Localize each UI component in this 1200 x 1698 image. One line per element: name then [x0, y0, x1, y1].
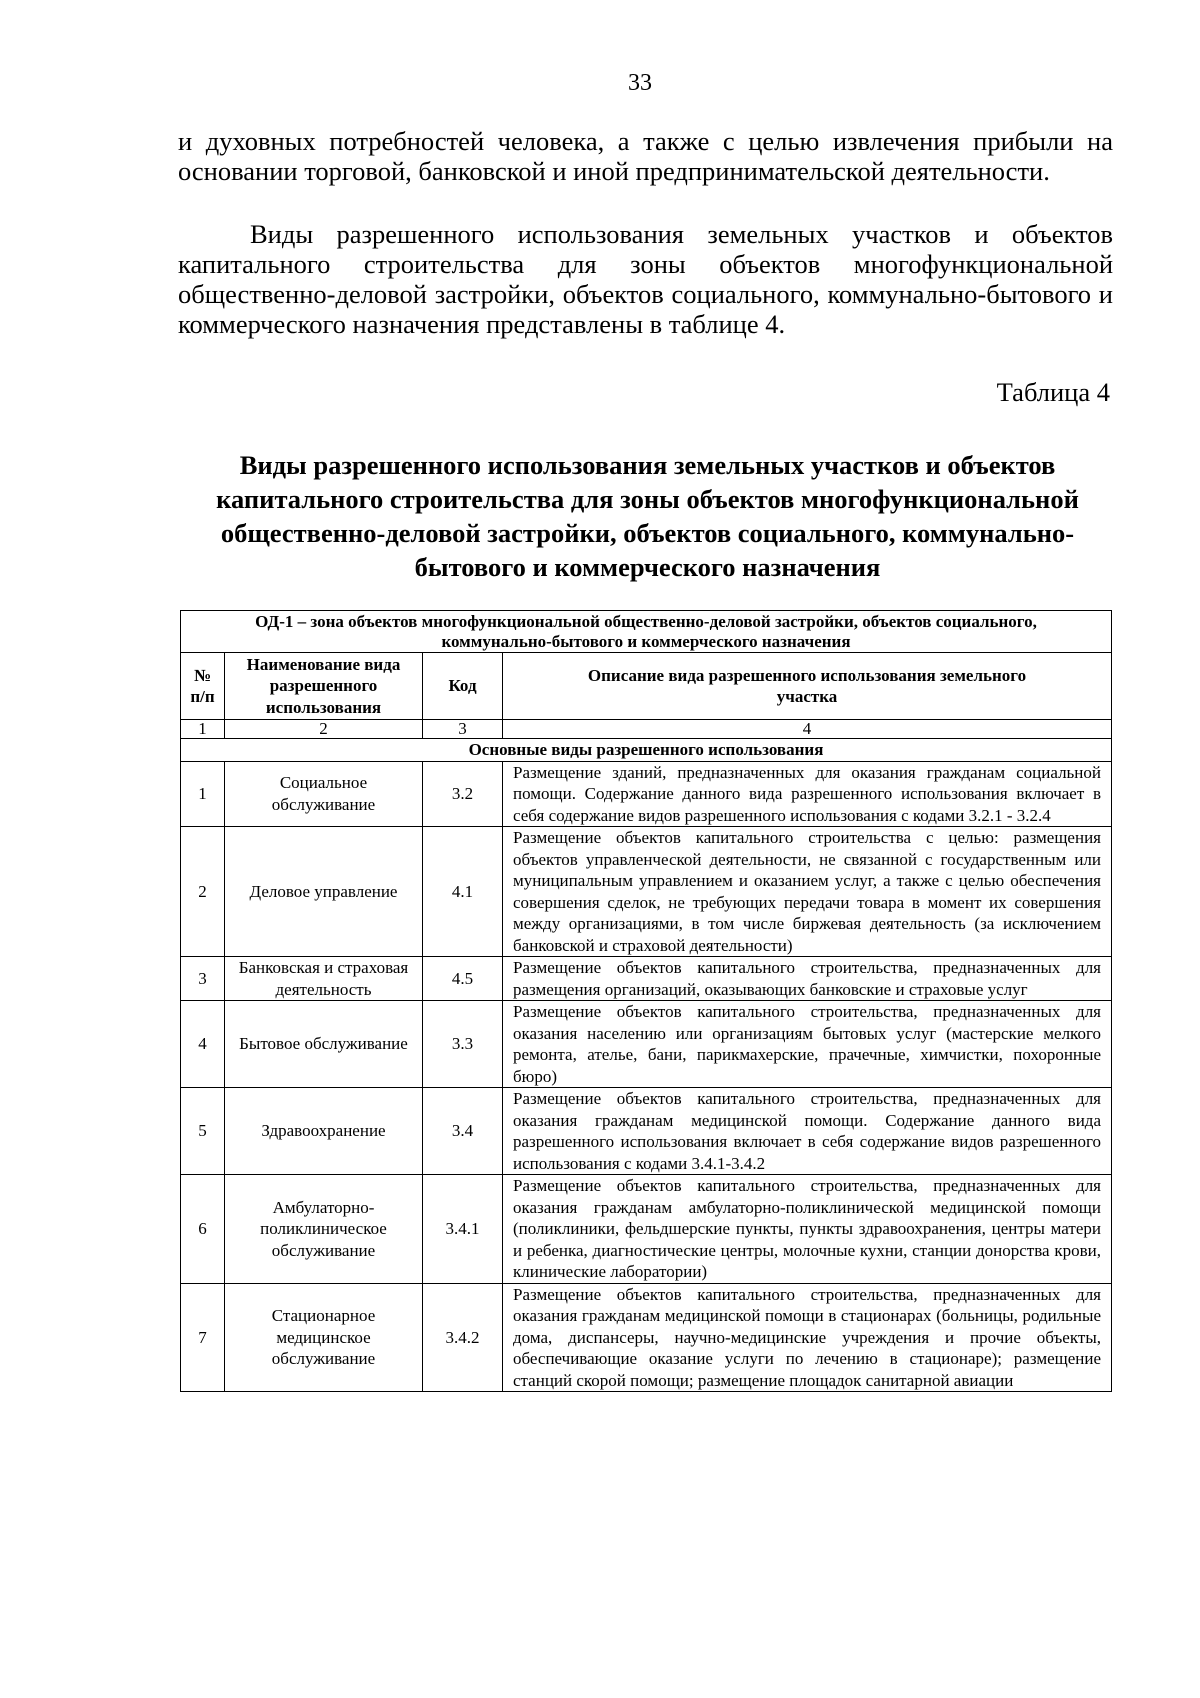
paragraph-continuation: и духовных потребностей человека, а также с целью извлечения прибыли на основании торговой, банковской и иной предпринимательской деятельности.: [178, 126, 1113, 186]
column-header-description: Описание вида разрешенного использования земельного участка: [503, 653, 1112, 720]
table-row: [181, 1001, 1112, 1088]
page-number: 33: [628, 70, 652, 96]
row-num: 7: [181, 1283, 225, 1392]
row-code: 4.5: [423, 957, 503, 1001]
row-name: Амбулаторно-поликлиническое обслуживание: [225, 1175, 423, 1284]
table-row: [181, 827, 1112, 957]
row-name: Деловое управление: [225, 827, 423, 957]
row-num: 5: [181, 1088, 225, 1175]
row-description: Размещение зданий, предназначенных для оказания гражданам социальной помощи. Содержание данного вида разрешенного использования включает в себя содержание видов разрешенного использования с кодами 3.2.1 - 3.2.4: [503, 761, 1112, 827]
column-header-num: № п/п: [181, 653, 225, 720]
table-title: Виды разрешенного использования земельных участков и объектов капитального строительства для зоны объектов многофункциональной общественно-деловой застройки, объектов социального, коммунально-бытового и коммерческого назначения: [216, 450, 1079, 582]
paragraph-intro: Виды разрешенного использования земельных участков и объектов капитального строительства для зоны объектов многофункциональной общественно-деловой застройки, объектов социального, коммунально-бытового и коммерческого назначения представлены в таблице 4.: [178, 219, 1113, 339]
table-row: [181, 957, 1112, 1001]
table-row: [181, 1088, 1112, 1175]
column-number: 4: [503, 720, 1112, 739]
row-description: Размещение объектов капитального строительства, предназначенных для размещения организаций, оказывающих банковские и страховые услуг: [503, 957, 1112, 1001]
row-num: 6: [181, 1175, 225, 1284]
row-name: Банковская и страховая деятельность: [225, 957, 423, 1001]
land-use-table: [180, 610, 1112, 1392]
row-code: 3.3: [423, 1001, 503, 1088]
row-num: 4: [181, 1001, 225, 1088]
column-number: 3: [423, 720, 503, 739]
column-header-code: Код: [423, 653, 503, 720]
column-number-row: [181, 720, 1112, 739]
row-code: 3.4.2: [423, 1283, 503, 1392]
row-name: Стационарное медицинское обслуживание: [225, 1283, 423, 1392]
row-code: 3.4.1: [423, 1175, 503, 1284]
zone-header-row: [181, 611, 1112, 653]
row-code: 3.2: [423, 761, 503, 827]
table-row: [181, 761, 1112, 827]
row-name: Социальное обслуживание: [225, 761, 423, 827]
section-row: [181, 739, 1112, 762]
row-num: 2: [181, 827, 225, 957]
column-number: 2: [225, 720, 423, 739]
table-row: [181, 1283, 1112, 1392]
column-number: 1: [181, 720, 225, 739]
row-name: Здравоохранение: [225, 1088, 423, 1175]
section-title: Основные виды разрешенного использования: [181, 739, 1112, 762]
table-label: Таблица 4: [996, 377, 1110, 407]
row-description: Размещение объектов капитального строительства, предназначенных для оказания гражданам медицинской помощи. Содержание данного вида разрешенного использования включает в себя содержание видов разрешенного использования с кодами 3.4.1-3.4.2: [503, 1088, 1112, 1175]
row-code: 4.1: [423, 827, 503, 957]
row-name: Бытовое обслуживание: [225, 1001, 423, 1088]
row-num: 1: [181, 761, 225, 827]
row-description: Размещение объектов капитального строительства с целью: размещения объектов управленческой деятельности, не связанной с государственным или муниципальным управлением и оказанием услуг, а также с целью обеспечения совершения сделок, не требующих передачи товара в момент их совершения между организациями, в том числе биржевая деятельность (за исключением банковской и страховой деятельности): [503, 827, 1112, 957]
row-num: 3: [181, 957, 225, 1001]
column-header-name: Наименование вида разрешенного использования: [225, 653, 423, 720]
row-description: Размещение объектов капитального строительства, предназначенных для оказания гражданам амбулаторно-поликлинической медицинской помощи (поликлиники, фельдшерские пункты, пункты здравоохранения, центры матери и ребенка, диагностические центры, молочные кухни, станции донорства крови, клинические лаборатории): [503, 1175, 1112, 1284]
column-header-row: [181, 653, 1112, 720]
row-description: Размещение объектов капитального строительства, предназначенных для оказания населению или организациям бытовых услуг (мастерские мелкого ремонта, ателье, бани, парикмахерские, прачечные, химчистки, похоронные бюро): [503, 1001, 1112, 1088]
table-row: [181, 1175, 1112, 1284]
row-description: Размещение объектов капитального строительства, предназначенных для оказания гражданам медицинской помощи в стационарах (больницы, родильные дома, диспансеры, научно-медицинские учреждения и прочие объекты, обеспечивающие оказание услуги по лечению в стационаре); размещение станций скорой помощи; размещение площадок санитарной авиации: [503, 1283, 1112, 1392]
row-code: 3.4: [423, 1088, 503, 1175]
zone-header: ОД-1 – зона объектов многофункциональной общественно-деловой застройки, объектов социального, коммунально-бытового и коммерческого назначения: [181, 611, 1112, 653]
